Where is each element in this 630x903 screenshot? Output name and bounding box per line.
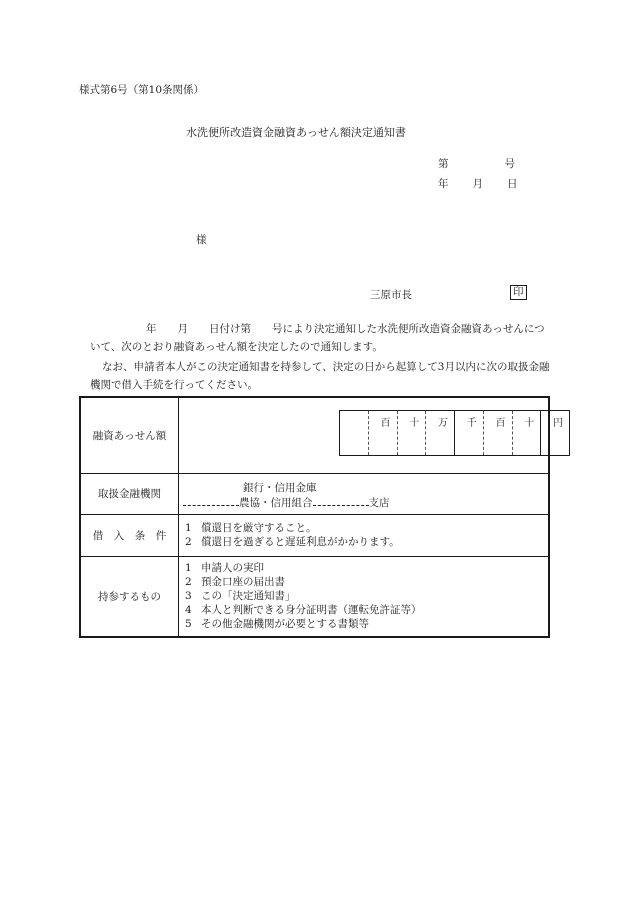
number-go: 号 bbox=[504, 158, 515, 170]
digit-cell: 十 bbox=[398, 411, 427, 455]
conditions-label: 借 入 条 件 bbox=[80, 514, 179, 556]
issue-date-line bbox=[438, 176, 518, 191]
digit-cell: 十 bbox=[513, 411, 542, 455]
amount-label: 融資あっせん額 bbox=[80, 397, 179, 473]
condition-item: 1 償還日を厳守すること。 bbox=[185, 522, 317, 534]
conditions-cell bbox=[179, 514, 550, 556]
bring-items-row bbox=[80, 556, 549, 637]
date-day: 日 bbox=[507, 178, 518, 190]
bring-items-cell bbox=[179, 556, 550, 637]
document-number-line bbox=[438, 156, 515, 171]
amount-cell bbox=[179, 397, 563, 473]
digit-cell bbox=[340, 411, 369, 455]
branch-suffix: 支店 bbox=[368, 496, 390, 509]
bank-line-2 bbox=[183, 495, 390, 510]
amount-digit-box bbox=[339, 410, 570, 456]
branch-name-blank bbox=[313, 495, 369, 506]
notice-paragraph-2: なお、申請者本人がこの決定通知書を持参して、決定の日から起算して3月以内に次の取扱金融機関で借入手続を行ってください。 bbox=[90, 361, 550, 391]
date-month: 月 bbox=[472, 178, 483, 190]
bank-cell bbox=[179, 473, 550, 514]
bring-items-label: 持参するもの bbox=[80, 556, 179, 637]
form-number-label: 様式第6号（第10条関係） bbox=[79, 84, 205, 96]
bank-type-2: 農協・信用組合 bbox=[239, 496, 313, 509]
bring-item: 4 本人と判断できる身分証明書（運転免許証等） bbox=[185, 604, 422, 617]
condition-item: 2 償還日を過ぎると遅延利息がかかります。 bbox=[185, 536, 400, 548]
notice-paragraph-1: 年 月 日付け第 号により決定通知した水洗便所改造資金融資あっせんについて、次のとおり融資あっせん額を決定したので通知します。 bbox=[90, 323, 545, 353]
digit-cell: 百 bbox=[369, 411, 398, 455]
digit-cell: 万 bbox=[426, 411, 455, 455]
bank-label: 取扱金融機関 bbox=[80, 473, 179, 514]
bring-item: 5 その他金融機関が必要とする書類等 bbox=[185, 618, 369, 631]
issuer-name: 三原市長 bbox=[370, 289, 412, 301]
bring-item: 1 申請人の実印 bbox=[185, 562, 264, 575]
decision-table bbox=[79, 396, 563, 638]
amount-row bbox=[80, 397, 549, 473]
digit-cell: 千 bbox=[455, 411, 484, 455]
addressee-suffix: 様 bbox=[196, 234, 207, 246]
seal-mark: 印 bbox=[510, 285, 527, 300]
digit-cell: 円 bbox=[553, 418, 563, 429]
bank-line-1: 銀行・信用金庫 bbox=[243, 481, 317, 494]
number-dai: 第 bbox=[438, 158, 449, 170]
conditions-row bbox=[80, 514, 549, 556]
document-title: 水洗便所改造資金融資あっせん額決定通知書 bbox=[186, 126, 406, 139]
bring-item: 2 預金口座の届出書 bbox=[185, 576, 285, 589]
bank-row bbox=[80, 473, 549, 514]
digit-cell: 百 bbox=[484, 411, 513, 455]
bank-name-blank bbox=[183, 495, 239, 506]
bring-item: 3 この「決定通知書」 bbox=[185, 590, 296, 603]
date-year: 年 bbox=[438, 178, 449, 190]
